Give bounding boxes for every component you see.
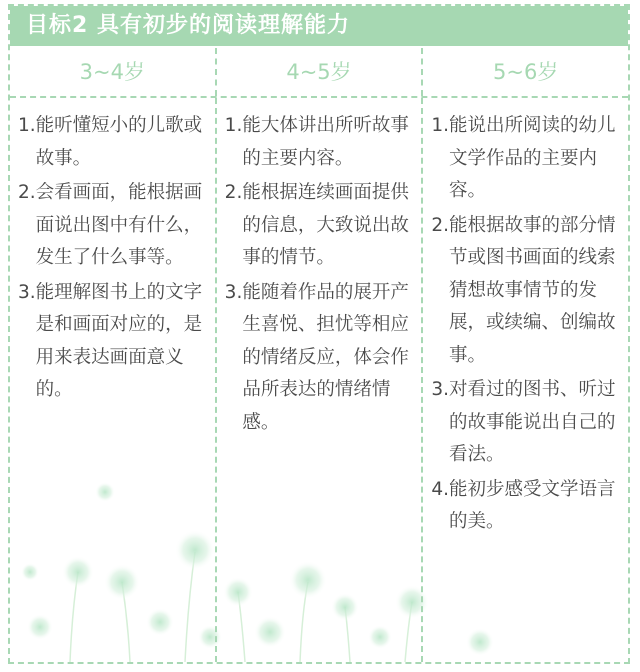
goal-item [431,374,622,472]
table-title: 目标2 具有初步的阅读理解能力 [10,6,628,46]
goal-item [225,177,416,275]
age-header-row [10,48,628,96]
goal-item [18,110,209,175]
goal-number: 1. [224,115,243,136]
goal-number: 2. [431,214,449,236]
goal-text: 能初步感受文学语言的美。 [449,478,616,532]
goal-number: 4. [431,478,449,500]
goal-item [431,110,622,208]
goal-number: 1. [18,115,36,136]
goal-table-card [8,4,630,664]
goal-text: 对看过的图书、听过的故事能说出自己的看法。 [449,379,616,465]
goals-column-3-4 [10,98,215,662]
goal-text: 能大体讲出所听故事的主要内容。 [242,115,409,169]
goal-item [431,474,622,539]
goal-item [18,177,209,275]
goal-text: 能根据连续画面提供的信息，大致说出故事的情节。 [242,182,409,268]
age-header-3-4: 3~4岁 [79,60,145,84]
goal-text: 能说出所阅读的幼儿文学作品的主要内容。 [449,115,616,201]
goals-body [10,96,628,662]
goal-number: 3. [224,281,243,303]
goal-text: 能听懂短小的儿歌或故事。 [35,115,203,169]
goal-number: 1. [431,115,449,136]
goal-text: 能随着作品的展开产生喜悦、担忧等相应的情绪反应，体会作品所表达的情绪情感。 [242,281,409,433]
age-header-5-6: 5~6岁 [421,48,628,96]
goal-number: 2. [224,182,243,203]
goal-number: 3. [18,281,36,303]
goal-text: 能根据故事的部分情节或图书画面的线索猜想故事情节的发展，或续编、创编故事。 [449,214,616,366]
goal-item [225,277,416,440]
goal-number: 2. [18,182,36,203]
age-header-4-5: 4~5岁 [215,48,422,96]
goal-item [18,277,209,407]
goals-column-5-6 [421,98,628,662]
goal-text: 会看画面，能根据画面说出图中有什么，发生了什么事等。 [35,182,203,268]
goal-item [225,110,416,175]
goals-column-4-5 [215,98,422,662]
goal-number: 3. [431,379,449,400]
goal-item [431,210,622,373]
goal-text: 能理解图书上的文字是和画面对应的，是用来表达画面意义的。 [35,281,203,400]
